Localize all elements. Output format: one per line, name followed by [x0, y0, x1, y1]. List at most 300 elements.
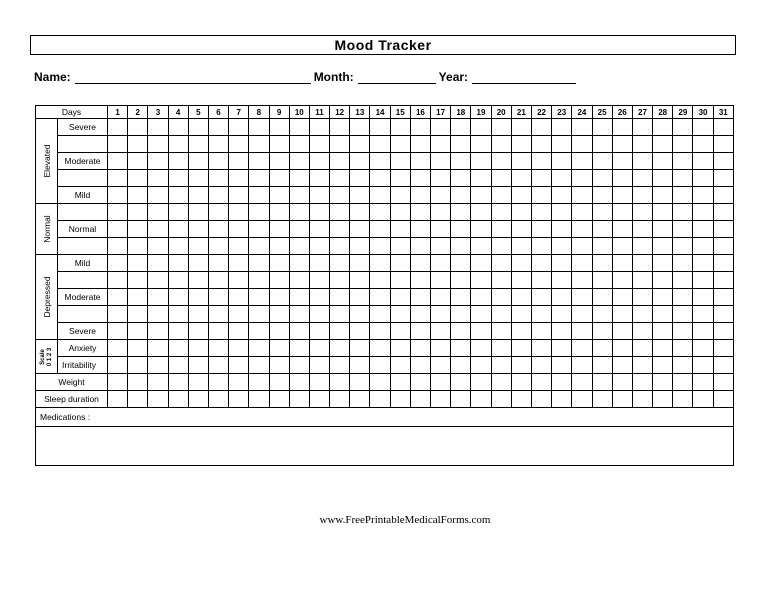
day-cell[interactable] [229, 357, 249, 374]
day-cell[interactable] [370, 119, 390, 136]
day-cell[interactable] [511, 153, 531, 170]
day-cell[interactable] [632, 374, 652, 391]
day-cell[interactable] [471, 289, 491, 306]
day-cell[interactable] [653, 119, 673, 136]
day-cell[interactable] [531, 374, 551, 391]
day-cell[interactable] [350, 204, 370, 221]
day-cell[interactable] [269, 306, 289, 323]
day-cell[interactable] [289, 340, 309, 357]
day-cell[interactable] [673, 238, 693, 255]
day-cell[interactable] [451, 204, 471, 221]
day-cell[interactable] [491, 323, 511, 340]
day-cell[interactable] [511, 323, 531, 340]
day-cell[interactable] [330, 357, 350, 374]
day-cell[interactable] [289, 374, 309, 391]
day-cell[interactable] [471, 170, 491, 187]
day-cell[interactable] [531, 136, 551, 153]
day-cell[interactable] [269, 170, 289, 187]
day-cell[interactable] [491, 136, 511, 153]
day-cell[interactable] [390, 204, 410, 221]
day-cell[interactable] [330, 170, 350, 187]
day-cell[interactable] [390, 374, 410, 391]
day-cell[interactable] [390, 187, 410, 204]
day-cell[interactable] [713, 153, 733, 170]
day-cell[interactable] [592, 357, 612, 374]
day-cell[interactable] [330, 306, 350, 323]
day-cell[interactable] [108, 187, 128, 204]
day-cell[interactable] [168, 255, 188, 272]
day-cell[interactable] [229, 204, 249, 221]
day-cell[interactable] [511, 238, 531, 255]
day-cell[interactable] [350, 119, 370, 136]
day-cell[interactable] [552, 391, 572, 408]
day-cell[interactable] [572, 255, 592, 272]
day-cell[interactable] [491, 374, 511, 391]
day-cell[interactable] [249, 357, 269, 374]
day-cell[interactable] [128, 255, 148, 272]
day-cell[interactable] [572, 119, 592, 136]
day-cell[interactable] [148, 238, 168, 255]
day-cell[interactable] [289, 272, 309, 289]
day-cell[interactable] [108, 323, 128, 340]
day-cell[interactable] [168, 153, 188, 170]
day-cell[interactable] [330, 221, 350, 238]
day-cell[interactable] [713, 323, 733, 340]
day-cell[interactable] [370, 391, 390, 408]
day-cell[interactable] [229, 289, 249, 306]
day-cell[interactable] [208, 289, 228, 306]
day-cell[interactable] [451, 391, 471, 408]
day-cell[interactable] [511, 170, 531, 187]
day-cell[interactable] [128, 391, 148, 408]
day-cell[interactable] [552, 238, 572, 255]
day-cell[interactable] [108, 289, 128, 306]
day-cell[interactable] [552, 289, 572, 306]
day-cell[interactable] [188, 272, 208, 289]
day-cell[interactable] [148, 374, 168, 391]
day-cell[interactable] [208, 238, 228, 255]
day-cell[interactable] [693, 238, 713, 255]
day-cell[interactable] [693, 153, 713, 170]
day-cell[interactable] [673, 357, 693, 374]
day-cell[interactable] [410, 289, 430, 306]
day-cell[interactable] [451, 238, 471, 255]
day-cell[interactable] [309, 289, 329, 306]
day-cell[interactable] [168, 136, 188, 153]
day-cell[interactable] [229, 272, 249, 289]
day-cell[interactable] [330, 289, 350, 306]
day-cell[interactable] [289, 170, 309, 187]
day-cell[interactable] [108, 306, 128, 323]
day-cell[interactable] [148, 340, 168, 357]
day-cell[interactable] [713, 289, 733, 306]
day-cell[interactable] [511, 374, 531, 391]
day-cell[interactable] [108, 340, 128, 357]
day-cell[interactable] [471, 221, 491, 238]
day-cell[interactable] [148, 391, 168, 408]
day-cell[interactable] [431, 187, 451, 204]
day-cell[interactable] [128, 119, 148, 136]
day-cell[interactable] [531, 306, 551, 323]
day-cell[interactable] [491, 255, 511, 272]
day-cell[interactable] [531, 255, 551, 272]
day-cell[interactable] [229, 170, 249, 187]
day-cell[interactable] [128, 153, 148, 170]
day-cell[interactable] [249, 374, 269, 391]
day-cell[interactable] [148, 204, 168, 221]
day-cell[interactable] [431, 255, 451, 272]
day-cell[interactable] [572, 323, 592, 340]
day-cell[interactable] [632, 255, 652, 272]
day-cell[interactable] [572, 204, 592, 221]
day-cell[interactable] [673, 153, 693, 170]
day-cell[interactable] [229, 119, 249, 136]
day-cell[interactable] [289, 323, 309, 340]
day-cell[interactable] [673, 221, 693, 238]
day-cell[interactable] [168, 272, 188, 289]
day-cell[interactable] [208, 357, 228, 374]
day-cell[interactable] [572, 306, 592, 323]
day-cell[interactable] [572, 357, 592, 374]
day-cell[interactable] [128, 170, 148, 187]
day-cell[interactable] [229, 374, 249, 391]
day-cell[interactable] [531, 119, 551, 136]
day-cell[interactable] [128, 204, 148, 221]
day-cell[interactable] [309, 187, 329, 204]
day-cell[interactable] [592, 289, 612, 306]
day-cell[interactable] [451, 306, 471, 323]
day-cell[interactable] [431, 136, 451, 153]
day-cell[interactable] [350, 255, 370, 272]
day-cell[interactable] [108, 204, 128, 221]
day-cell[interactable] [168, 374, 188, 391]
day-cell[interactable] [249, 204, 269, 221]
day-cell[interactable] [511, 289, 531, 306]
day-cell[interactable] [693, 272, 713, 289]
day-cell[interactable] [269, 323, 289, 340]
day-cell[interactable] [269, 272, 289, 289]
day-cell[interactable] [410, 306, 430, 323]
day-cell[interactable] [390, 391, 410, 408]
day-cell[interactable] [673, 255, 693, 272]
day-cell[interactable] [471, 357, 491, 374]
day-cell[interactable] [148, 289, 168, 306]
day-cell[interactable] [673, 340, 693, 357]
day-cell[interactable] [471, 153, 491, 170]
day-cell[interactable] [511, 272, 531, 289]
day-cell[interactable] [491, 238, 511, 255]
day-cell[interactable] [632, 119, 652, 136]
day-cell[interactable] [289, 306, 309, 323]
day-cell[interactable] [249, 238, 269, 255]
day-cell[interactable] [330, 323, 350, 340]
day-cell[interactable] [451, 272, 471, 289]
day-cell[interactable] [108, 357, 128, 374]
day-cell[interactable] [128, 374, 148, 391]
day-cell[interactable] [249, 170, 269, 187]
day-cell[interactable] [168, 238, 188, 255]
day-cell[interactable] [673, 119, 693, 136]
day-cell[interactable] [592, 221, 612, 238]
day-cell[interactable] [491, 204, 511, 221]
day-cell[interactable] [552, 136, 572, 153]
day-cell[interactable] [370, 323, 390, 340]
day-cell[interactable] [229, 136, 249, 153]
day-cell[interactable] [269, 204, 289, 221]
day-cell[interactable] [693, 289, 713, 306]
day-cell[interactable] [673, 391, 693, 408]
day-cell[interactable] [410, 187, 430, 204]
day-cell[interactable] [128, 272, 148, 289]
day-cell[interactable] [269, 289, 289, 306]
day-cell[interactable] [188, 255, 208, 272]
day-cell[interactable] [592, 391, 612, 408]
day-cell[interactable] [108, 374, 128, 391]
medications-field[interactable] [36, 427, 734, 466]
day-cell[interactable] [713, 340, 733, 357]
day-cell[interactable] [431, 170, 451, 187]
day-cell[interactable] [531, 272, 551, 289]
day-cell[interactable] [431, 374, 451, 391]
day-cell[interactable] [673, 272, 693, 289]
day-cell[interactable] [289, 357, 309, 374]
day-cell[interactable] [309, 323, 329, 340]
day-cell[interactable] [632, 204, 652, 221]
day-cell[interactable] [612, 357, 632, 374]
day-cell[interactable] [350, 340, 370, 357]
day-cell[interactable] [612, 153, 632, 170]
day-cell[interactable] [410, 204, 430, 221]
day-cell[interactable] [451, 187, 471, 204]
day-cell[interactable] [491, 357, 511, 374]
day-cell[interactable] [350, 323, 370, 340]
day-cell[interactable] [693, 221, 713, 238]
day-cell[interactable] [289, 391, 309, 408]
day-cell[interactable] [289, 255, 309, 272]
day-cell[interactable] [673, 323, 693, 340]
day-cell[interactable] [612, 306, 632, 323]
day-cell[interactable] [289, 153, 309, 170]
day-cell[interactable] [309, 119, 329, 136]
day-cell[interactable] [350, 272, 370, 289]
day-cell[interactable] [632, 221, 652, 238]
day-cell[interactable] [229, 306, 249, 323]
day-cell[interactable] [653, 170, 673, 187]
day-cell[interactable] [350, 136, 370, 153]
day-cell[interactable] [208, 136, 228, 153]
day-cell[interactable] [330, 204, 350, 221]
day-cell[interactable] [390, 170, 410, 187]
day-cell[interactable] [390, 221, 410, 238]
day-cell[interactable] [148, 323, 168, 340]
day-cell[interactable] [713, 255, 733, 272]
day-cell[interactable] [653, 255, 673, 272]
day-cell[interactable] [511, 187, 531, 204]
day-cell[interactable] [188, 119, 208, 136]
day-cell[interactable] [531, 340, 551, 357]
day-cell[interactable] [653, 306, 673, 323]
day-cell[interactable] [612, 255, 632, 272]
day-cell[interactable] [713, 119, 733, 136]
day-cell[interactable] [572, 187, 592, 204]
day-cell[interactable] [108, 391, 128, 408]
day-cell[interactable] [632, 272, 652, 289]
day-cell[interactable] [511, 306, 531, 323]
day-cell[interactable] [249, 391, 269, 408]
day-cell[interactable] [410, 357, 430, 374]
day-cell[interactable] [451, 374, 471, 391]
day-cell[interactable] [471, 238, 491, 255]
day-cell[interactable] [491, 340, 511, 357]
day-cell[interactable] [471, 204, 491, 221]
day-cell[interactable] [612, 170, 632, 187]
day-cell[interactable] [249, 136, 269, 153]
day-cell[interactable] [531, 357, 551, 374]
day-cell[interactable] [632, 136, 652, 153]
day-cell[interactable] [370, 272, 390, 289]
day-cell[interactable] [592, 136, 612, 153]
day-cell[interactable] [451, 340, 471, 357]
day-cell[interactable] [572, 340, 592, 357]
day-cell[interactable] [632, 238, 652, 255]
day-cell[interactable] [128, 187, 148, 204]
day-cell[interactable] [410, 255, 430, 272]
day-cell[interactable] [208, 306, 228, 323]
day-cell[interactable] [632, 357, 652, 374]
day-cell[interactable] [168, 289, 188, 306]
day-cell[interactable] [511, 340, 531, 357]
day-cell[interactable] [612, 391, 632, 408]
day-cell[interactable] [410, 272, 430, 289]
day-cell[interactable] [592, 323, 612, 340]
day-cell[interactable] [390, 153, 410, 170]
day-cell[interactable] [168, 306, 188, 323]
name-field[interactable] [75, 71, 311, 84]
day-cell[interactable] [249, 272, 269, 289]
day-cell[interactable] [269, 153, 289, 170]
day-cell[interactable] [229, 340, 249, 357]
day-cell[interactable] [491, 272, 511, 289]
day-cell[interactable] [511, 136, 531, 153]
day-cell[interactable] [552, 255, 572, 272]
day-cell[interactable] [168, 119, 188, 136]
day-cell[interactable] [289, 289, 309, 306]
day-cell[interactable] [208, 187, 228, 204]
day-cell[interactable] [188, 221, 208, 238]
day-cell[interactable] [188, 187, 208, 204]
day-cell[interactable] [330, 340, 350, 357]
day-cell[interactable] [108, 119, 128, 136]
day-cell[interactable] [390, 340, 410, 357]
day-cell[interactable] [431, 323, 451, 340]
day-cell[interactable] [350, 238, 370, 255]
day-cell[interactable] [108, 170, 128, 187]
day-cell[interactable] [269, 391, 289, 408]
day-cell[interactable] [673, 289, 693, 306]
day-cell[interactable] [451, 289, 471, 306]
day-cell[interactable] [632, 153, 652, 170]
day-cell[interactable] [350, 289, 370, 306]
day-cell[interactable] [269, 119, 289, 136]
day-cell[interactable] [168, 187, 188, 204]
day-cell[interactable] [713, 204, 733, 221]
day-cell[interactable] [431, 272, 451, 289]
day-cell[interactable] [552, 153, 572, 170]
day-cell[interactable] [148, 187, 168, 204]
day-cell[interactable] [370, 238, 390, 255]
day-cell[interactable] [451, 357, 471, 374]
day-cell[interactable] [673, 170, 693, 187]
day-cell[interactable] [350, 170, 370, 187]
day-cell[interactable] [410, 153, 430, 170]
day-cell[interactable] [128, 306, 148, 323]
day-cell[interactable] [653, 153, 673, 170]
day-cell[interactable] [471, 374, 491, 391]
day-cell[interactable] [491, 187, 511, 204]
day-cell[interactable] [673, 187, 693, 204]
day-cell[interactable] [208, 170, 228, 187]
day-cell[interactable] [592, 238, 612, 255]
day-cell[interactable] [612, 289, 632, 306]
day-cell[interactable] [229, 153, 249, 170]
day-cell[interactable] [713, 187, 733, 204]
day-cell[interactable] [289, 204, 309, 221]
day-cell[interactable] [552, 204, 572, 221]
day-cell[interactable] [653, 323, 673, 340]
day-cell[interactable] [592, 187, 612, 204]
day-cell[interactable] [632, 323, 652, 340]
day-cell[interactable] [592, 374, 612, 391]
day-cell[interactable] [249, 221, 269, 238]
day-cell[interactable] [309, 306, 329, 323]
day-cell[interactable] [431, 204, 451, 221]
day-cell[interactable] [370, 221, 390, 238]
day-cell[interactable] [693, 340, 713, 357]
day-cell[interactable] [693, 136, 713, 153]
day-cell[interactable] [108, 272, 128, 289]
day-cell[interactable] [552, 221, 572, 238]
day-cell[interactable] [673, 136, 693, 153]
day-cell[interactable] [188, 289, 208, 306]
day-cell[interactable] [713, 238, 733, 255]
day-cell[interactable] [390, 119, 410, 136]
day-cell[interactable] [552, 374, 572, 391]
day-cell[interactable] [410, 238, 430, 255]
day-cell[interactable] [188, 238, 208, 255]
day-cell[interactable] [471, 340, 491, 357]
day-cell[interactable] [249, 340, 269, 357]
day-cell[interactable] [168, 391, 188, 408]
day-cell[interactable] [309, 255, 329, 272]
day-cell[interactable] [632, 289, 652, 306]
day-cell[interactable] [350, 187, 370, 204]
day-cell[interactable] [713, 272, 733, 289]
day-cell[interactable] [693, 391, 713, 408]
day-cell[interactable] [309, 221, 329, 238]
day-cell[interactable] [592, 153, 612, 170]
day-cell[interactable] [390, 323, 410, 340]
day-cell[interactable] [552, 340, 572, 357]
day-cell[interactable] [148, 221, 168, 238]
day-cell[interactable] [390, 357, 410, 374]
day-cell[interactable] [471, 255, 491, 272]
day-cell[interactable] [531, 289, 551, 306]
day-cell[interactable] [612, 340, 632, 357]
day-cell[interactable] [531, 204, 551, 221]
day-cell[interactable] [309, 357, 329, 374]
day-cell[interactable] [431, 357, 451, 374]
day-cell[interactable] [693, 187, 713, 204]
